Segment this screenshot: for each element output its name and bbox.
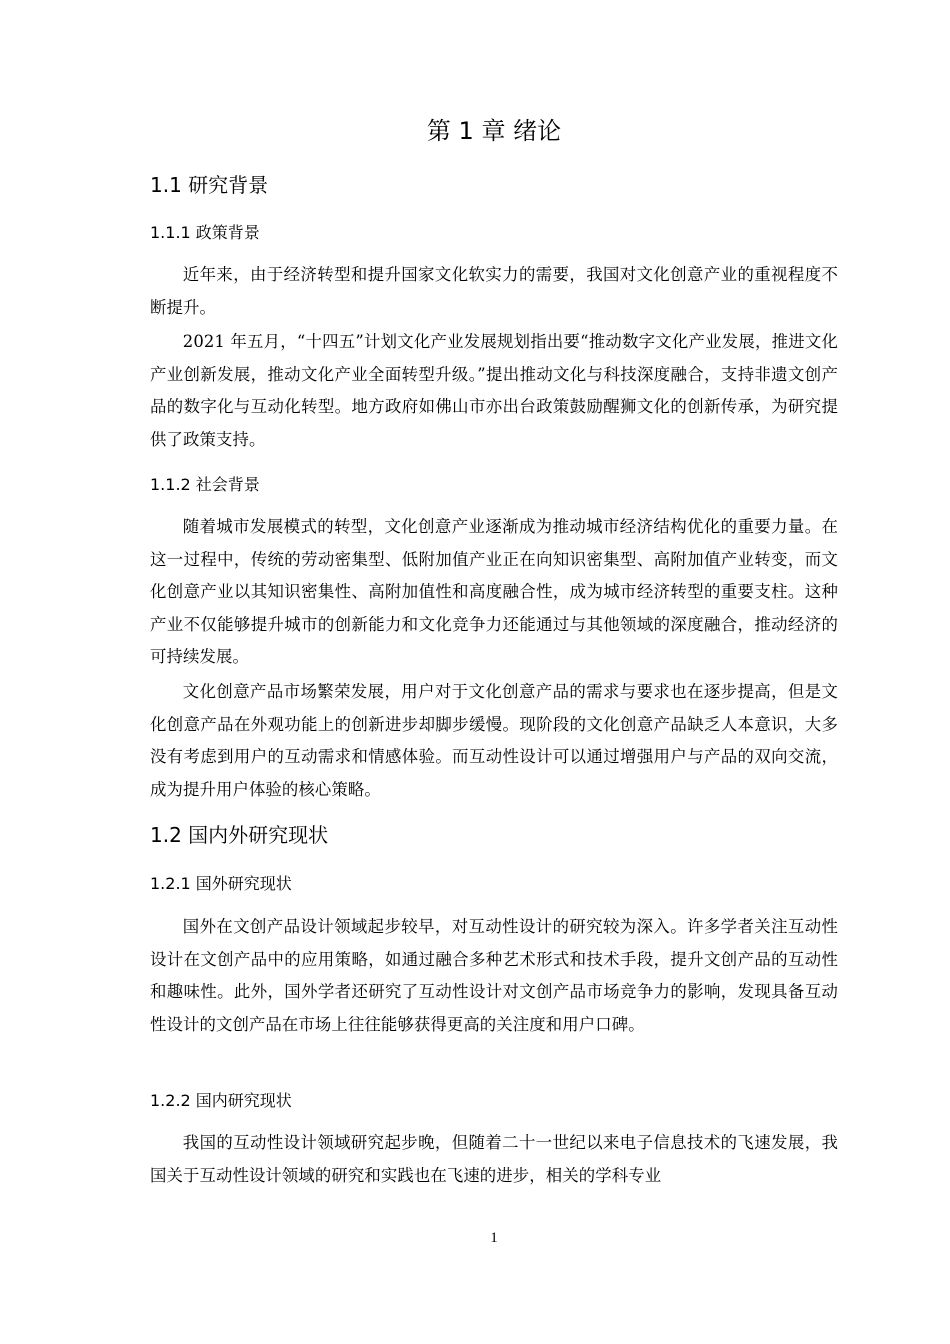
paragraph-foreign-research: 国外在文创产品设计领域起步较早，对互动性设计的研究较为深入。许多学者关注互动性设计在文创产品中的应用策略，如通过融合多种艺术形式和技术手段，提升文创产品的互动性和趣味性。此外，国外学者还研究了互动性设计对文创产品市场竞争力的影响，发现具备互动性设计的文创产品在市场上往往能够获得更高的关注度和用户口碑。 [150, 917, 838, 1034]
section-heading-1-1: 1.1 研究背景 [150, 173, 269, 197]
section-heading-1-2: 1.2 国内外研究现状 [150, 823, 329, 847]
paragraph-social-1: 随着城市发展模式的转型，文化创意产业逐渐成为推动城市经济结构优化的重要力量。在这一过程中，传统的劳动密集型、低附加值产业正在向知识密集型、高附加值产业转变，而文化创意产业以其知识密集性、高附加值性和高度融合性，成为城市经济转型的重要支柱。这种产业不仅能够提升城市的创新能力和文化竞争力还能通过与其他领域的深度融合，推动经济的可持续发展。 [150, 517, 838, 667]
chapter-title: 第 1 章 绪论 [426, 117, 562, 145]
paragraph-policy-2: 2021 年五月，“十四五”计划文化产业发展规划指出要“推动数字文化产业发展，推进文化产业创新发展，推动文化产业全面转型升级。”提出推动文化与科技深度融合，支持非遗文创产品的数字化与互动化转型。地方政府如佛山市亦出台政策鼓励醒狮文化的创新传承，为研究提供了政策支持。 [150, 332, 838, 449]
paragraph-domestic-research: 我国的互动性设计领域研究起步晚，但随着二十一世纪以来电子信息技术的飞速发展，我国关于互动性设计领域的研究和实践也在飞速的进步，相关的学科专业 [150, 1133, 838, 1185]
paragraph-social-2: 文化创意产品市场繁荣发展，用户对于文化创意产品的需求与要求也在逐步提高，但是文化创意产品在外观功能上的创新进步却脚步缓慢。现阶段的文化创意产品缺乏人本意识，大多没有考虑到用户的互动需求和情感体验。而互动性设计可以通过增强用户与产品的双向交流，成为提升用户体验的核心策略。 [150, 682, 838, 799]
subsection-heading-1-1-2: 1.1.2 社会背景 [150, 475, 260, 494]
subsection-heading-1-2-2: 1.2.2 国内研究现状 [150, 1091, 292, 1110]
subsection-heading-1-1-1: 1.1.1 政策背景 [150, 223, 260, 242]
page-number: 1 [490, 1230, 498, 1246]
paragraph-policy-1: 近年来，由于经济转型和提升国家文化软实力的需要，我国对文化创意产业的重视程度不断提升。 [150, 265, 838, 317]
subsection-heading-1-2-1: 1.2.1 国外研究现状 [150, 874, 292, 893]
